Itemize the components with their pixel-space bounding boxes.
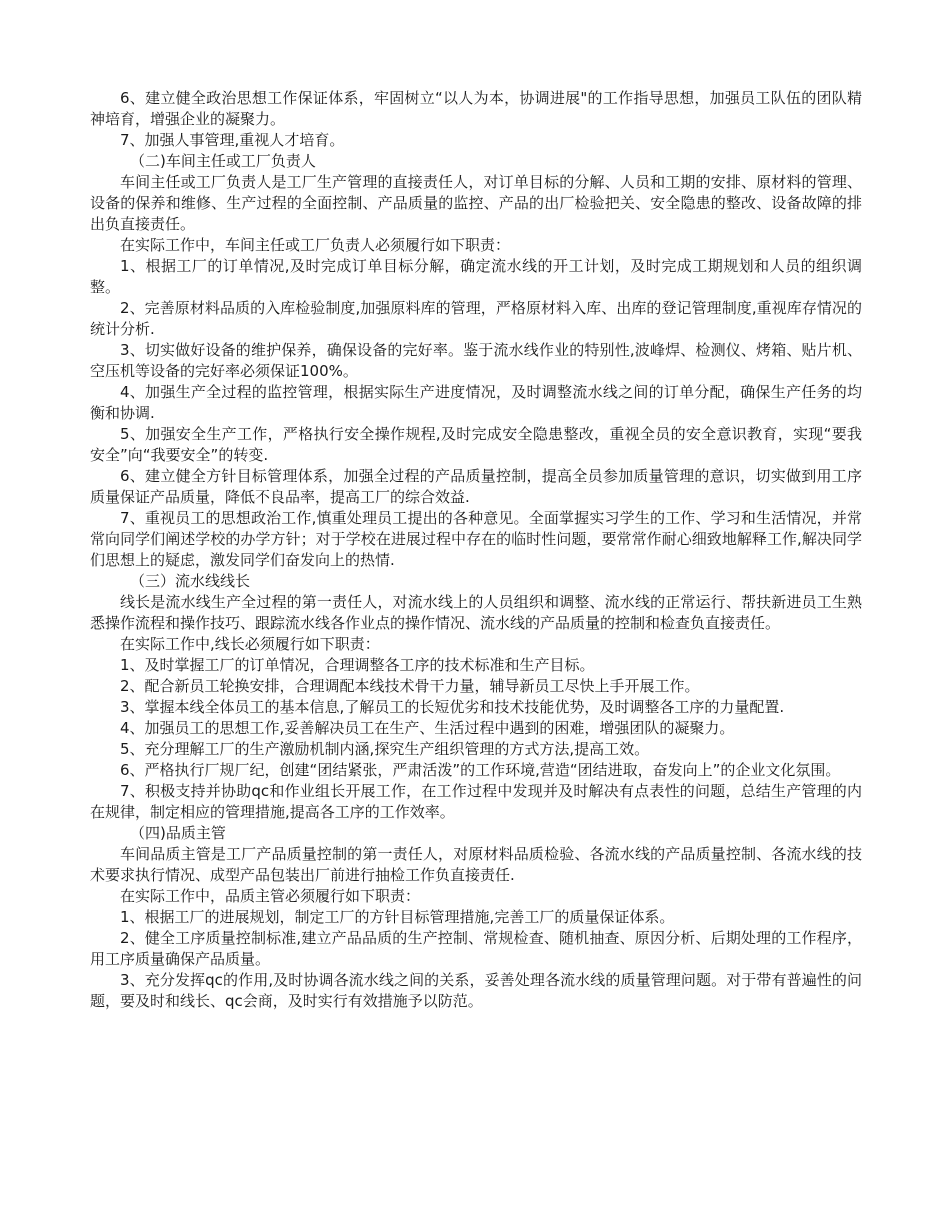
paragraph-workshop-intro: 车间主任或工厂负责人是工厂生产管理的直接责任人，对订单目标的分解、人员和工期的安排、原材料的管理、设备的保养和维修、生产过程的全面控制、产品质量的监控、产品的出厂检验把关、安全隐患的整改、设备故障的排出负直接责任。 — [90, 173, 862, 233]
section-heading-workshop-director: （二)车间主任或工厂负责人 — [130, 152, 316, 170]
paragraph-line-leader-duty-3: 3、掌握本线全体员工的基本信息,了解员工的长短优劣和技术技能优势，及时调整各工序的力量配置. — [120, 698, 785, 716]
paragraph-line-leader-intro: 线长是流水线生产全过程的第一责任人，对流水线上的人员组织和调整、流水线的正常运行、帮扶新进员工生熟悉操作流程和操作技巧、跟踪流水线各作业点的操作情况、流水线的产品质量的控制和检查负直接责任。 — [90, 593, 862, 632]
section-heading-line-leader: （三）流水线线长 — [130, 572, 251, 590]
paragraph-line-leader-duties-lead: 在实际工作中,线长必须履行如下职责： — [120, 635, 380, 653]
paragraph-line-leader-duty-1: 1、及时掌握工厂的订单情况，合理调整各工序的技术标准和生产目标。 — [120, 656, 595, 674]
paragraph-workshop-duty-7: 7、重视员工的思想政治工作,慎重处理员工提出的各种意见。全面掌握实习学生的工作、学习和生活情况，并常常向同学们阐述学校的办学方针；对于学校在进展过程中存在的临时性问题，要常常作耐心细致地解释工作,解决同学们思想上的疑虑，激发同学们奋发向上的热情. — [90, 509, 862, 569]
paragraph-quality-duty-2: 2、健全工序质量控制标准,建立产品品质的生产控制、常规检查、随机抽查、原因分析、后期处理的工作程序，用工序质量确保产品质量。 — [90, 929, 862, 968]
paragraph-quality-intro: 车间品质主管是工厂产品质量控制的第一责任人，对原材料品质检验、各流水线的产品质量控制、各流水线的技术要求执行情况、成型产品包装出厂前进行抽检工作负直接责任. — [90, 845, 862, 884]
paragraph-line-leader-duty-4: 4、加强员工的思想工作,妥善解决员工在生产、生活过程中遇到的困难，增强团队的凝聚力。 — [120, 719, 735, 737]
paragraph-workshop-duty-4: 4、加强生产全过程的监控管理，根据实际生产进度情况，及时调整流水线之间的订单分配，确保生产任务的均衡和协调. — [90, 383, 862, 422]
section-heading-quality-supervisor: （四)品质主管 — [130, 824, 226, 842]
paragraph-line-leader-duty-5: 5、充分理解工厂的生产激励机制内涵,探究生产组织管理的方式方法,提高工效。 — [120, 740, 650, 758]
paragraph-line-leader-duty-2: 2、配合新员工轮换安排，合理调配本线技术骨干力量，辅导新员工尽快上手开展工作。 — [120, 677, 700, 695]
paragraph-workshop-duty-5: 5、加强安全生产工作，严格执行安全操作规程,及时完成安全隐患整改，重视全员的安全意识教育，实现“要我安全”向“我要安全”的转变. — [90, 425, 862, 464]
document-page — [90, 88, 862, 1012]
paragraph-workshop-duty-6: 6、建立健全方针目标管理体系，加强全过程的产品质量控制，提高全员参加质量管理的意识，切实做到用工序质量保证产品质量，降低不良品率，提高工厂的综合效益. — [90, 467, 862, 506]
paragraph-workshop-duty-3: 3、切实做好设备的维护保养，确保设备的完好率。鉴于流水线作业的特别性,波峰焊、检测仪、烤箱、贴片机、空压机等设备的完好率必须保证100%。 — [90, 341, 862, 380]
paragraph-quality-duties-lead: 在实际工作中，品质主管必须履行如下职责： — [120, 887, 421, 905]
paragraph-workshop-duty-1: 1、根据工厂的订单情况,及时完成订单目标分解，确定流水线的开工计划，及时完成工期规划和人员的组织调整。 — [90, 257, 862, 296]
paragraph-workshop-duty-2: 2、完善原材料品质的入库检验制度,加强原料库的管理，严格原材料入库、出库的登记管理制度,重视库存情况的统计分析. — [90, 299, 862, 338]
paragraph-quality-duty-3: 3、充分发挥qc的作用,及时协调各流水线之间的关系，妥善处理各流水线的质量管理问题。对于带有普遍性的问题，要及时和线长、qc会商，及时实行有效措施予以防范。 — [90, 971, 862, 1010]
paragraph-workshop-duties-lead: 在实际工作中，车间主任或工厂负责人必须履行如下职责： — [120, 236, 511, 254]
paragraph-line-leader-duty-7: 7、积极支持并协助qc和作业组长开展工作，在工作过程中发现并及时解决有点表性的问题，总结生产管理的内在规律，制定相应的管理措施,提高各工序的工作效率。 — [90, 782, 862, 821]
paragraph-item-6-political-work: 6、建立健全政治思想工作保证体系，牢固树立“以人为本，协调进展"的工作指导思想，加强员工队伍的团队精神培育，增强企业的凝聚力。 — [90, 89, 862, 128]
paragraph-quality-duty-1: 1、根据工厂的进展规划，制定工厂的方针目标管理措施,完善工厂的质量保证体系。 — [120, 908, 675, 926]
paragraph-item-7-personnel: 7、加强人事管理,重视人才培育。 — [120, 131, 345, 149]
paragraph-line-leader-duty-6: 6、严格执行厂规厂纪，创建“团结紧张，严肃活泼”的工作环境,营造“团结进取，奋发向上”的企业文化氛围。 — [120, 761, 841, 779]
